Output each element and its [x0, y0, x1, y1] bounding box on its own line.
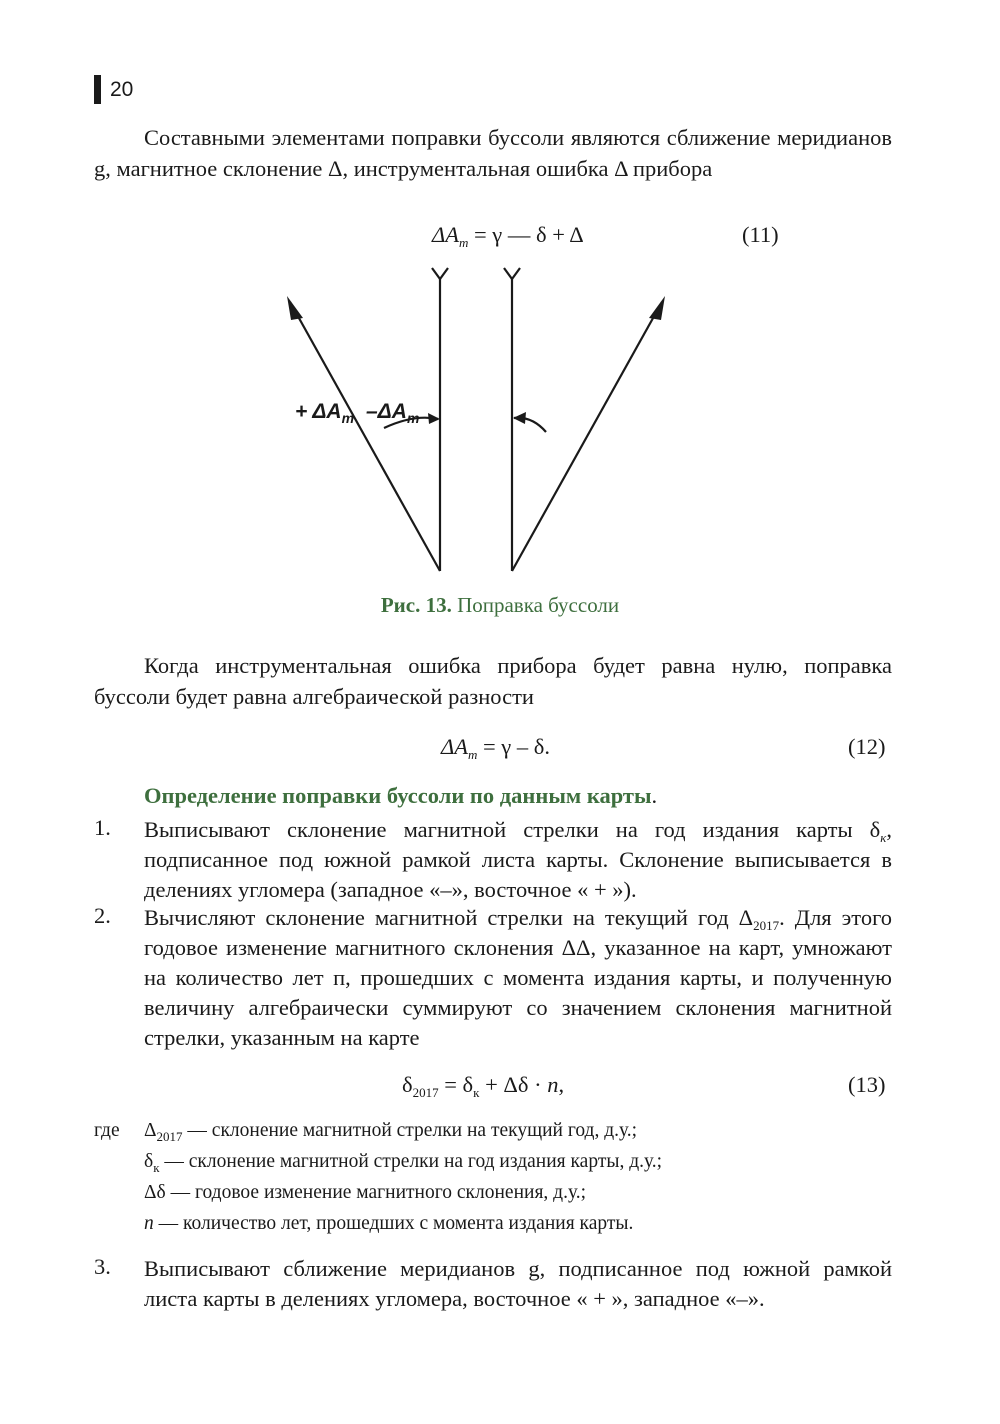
formula-13-number: (13)	[848, 1072, 886, 1097]
formula-13-eq-sub: к	[473, 1085, 480, 1100]
section-heading-text: Определение поправки буссоли по данным карты	[144, 783, 652, 808]
formula-13-n: n	[547, 1072, 559, 1097]
list-item-1-text-b: , подписанное под южной рамкой листа карты. Склонение выписывается в делениях угломера (западное «–», восточное « + »).	[144, 817, 892, 902]
paragraph-2: Когда инструментальная ошибка прибора будет равна нулю, поправка буссоли будет равна алгебраической разности	[94, 653, 892, 709]
formula-13	[402, 1072, 564, 1098]
compass-correction-diagram	[0, 0, 1000, 600]
formula-11-lhs: ΔA	[432, 222, 459, 247]
list-item-2-text-a: Вычисляют склонение магнитной стрелки на текущий год Δ	[144, 905, 754, 930]
list-item-2-text-b: . Для этого годовое изменение магнитного склонения ΔΔ, указанное на карт, умножают на количество лет п, прошедших с момента издания карты, и полученную величину алгебраически суммируют со значением склонения магнитной стрелки, указанным на карте	[144, 905, 892, 1050]
label-plus-delta-am: + $\Delta A_m$	[295, 400, 355, 426]
right-meridian-fork	[504, 268, 520, 279]
figure-caption-text: Поправка буссоли	[451, 593, 620, 617]
left-arrowhead	[287, 296, 303, 320]
list-item-1-text-a: Выписывают склонение магнитной стрелки на год издания карты δ	[144, 817, 881, 842]
intro-paragraph: Составными элементами поправки буссоли являются сближение меридианов g, магнитное склонение Δ, инструментальная ошибка Δ прибора	[94, 125, 892, 181]
list-item-1-number: 1.	[94, 815, 111, 840]
formula-12	[441, 734, 550, 760]
list-item-1-sub: к	[880, 830, 887, 845]
figure-caption	[0, 593, 1000, 618]
formula-11-lhs-sub: m	[458, 235, 469, 250]
where-word: где	[94, 1120, 120, 1141]
formula-12-lhs-sub: m	[467, 747, 478, 762]
right-arrow-line	[512, 302, 662, 571]
formula-12-number: (12)	[848, 734, 886, 759]
section-heading	[144, 783, 657, 809]
formula-13-lhs-sub: 2017	[412, 1085, 439, 1100]
where-definitions	[144, 1115, 892, 1239]
figure-caption-label: Рис. 13.	[380, 593, 452, 617]
list-item-3-number: 3.	[94, 1254, 111, 1279]
formula-12-rhs: = γ – δ.	[482, 734, 550, 759]
list-item-2-sub: 2017	[753, 918, 780, 933]
definition-n: n — количество лет, прошедших с момента издания карты.	[144, 1213, 634, 1234]
formula-13-rest: + Δδ ·	[479, 1072, 548, 1097]
left-arrow-line	[290, 302, 440, 571]
definition-delta-k: $\delta_к$ — склонение магнитной стрелки на год издания карты, д.у.;	[144, 1151, 663, 1175]
formula-13-lhs: δ	[402, 1072, 413, 1097]
definition-delta-2017: $\Delta_{2017}$ — склонение магнитной стрелки на текущий год, д.у.;	[144, 1120, 638, 1144]
right-arc-arrowhead	[513, 412, 526, 424]
formula-12-lhs: ΔA	[441, 734, 468, 759]
definition-annual-change: Δδ — годовое изменение магнитного склонения, д.у.;	[144, 1182, 587, 1203]
formula-11-number: (11)	[742, 222, 779, 247]
label-minus-delta-am: $-\Delta A_m$	[366, 400, 420, 426]
right-arrowhead	[649, 296, 665, 320]
formula-13-end: ,	[558, 1072, 565, 1097]
section-heading-dot: .	[651, 783, 658, 808]
list-item-2	[144, 903, 892, 1053]
list-item-2-number: 2.	[94, 903, 111, 928]
formula-11-rhs: = γ — δ + Δ	[473, 222, 584, 247]
left-arc-arrowhead	[428, 413, 440, 424]
formula-13-eq: = δ	[438, 1072, 474, 1097]
list-item-3: Выписывают сближение меридианов g, подписанное под южной рамкой листа карты в делениях угломера, восточное « + », западное «–».	[144, 1256, 892, 1311]
page-number: 20	[110, 78, 134, 101]
list-item-1	[144, 815, 892, 905]
left-meridian-fork	[432, 268, 448, 279]
